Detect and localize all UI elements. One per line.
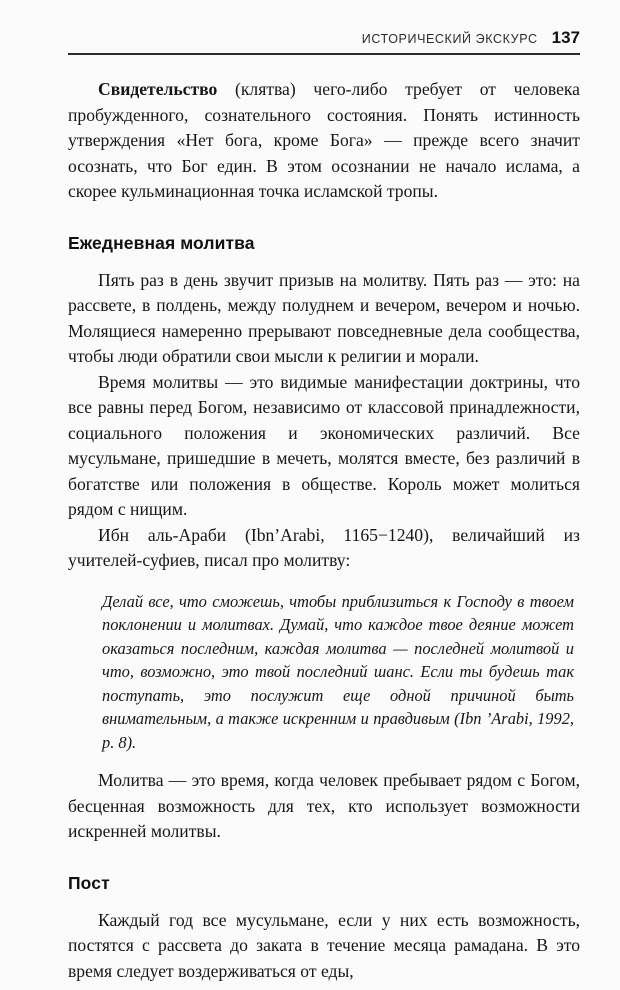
page-number: 137	[551, 28, 580, 47]
paragraph-ramadan: Каждый год все мусульмане, если у них есть возможность, постятся с рассвета до заката в течение месяца рамадана. В это время следует воздерживаться от еды,	[68, 909, 580, 981]
paragraph-lead-word: Свидетельство	[98, 79, 218, 99]
section-heading-fasting: Пост	[68, 872, 110, 893]
paragraph-ibn-arabi-intro: Ибн аль-Араби (Ibn’Arabi, 1165−1240), величайший из учителей-суфиев, писал про молитву:	[68, 524, 580, 570]
page-content	[68, 28, 580, 984]
header-rule	[68, 53, 580, 55]
paragraph-prayer-times: Пять раз в день звучит призыв на молитву. Пять раз — это: на рассвете, в полдень, между полуднем и вечером, вечером и ночью. Молящиеся намеренно прерывают повседневные дела сообщества, чтобы люди обратили свои мысли к религии и морали.	[68, 269, 580, 366]
page-header	[68, 28, 580, 51]
blockquote-text: Делай все, что сможешь, чтобы приблизиться к Господу в твоем поклонении и молитвах. Думай, что каждое твое деяние может оказаться последним, каждая молитва — последней молитвой и что, возможно, это твой последний шанс. Если ты будешь так поступать, это послужит еще одной причиной быть внимательным, а также искренним и правдивым (Ibn ’Arabi, 1992, p. 8).	[102, 591, 574, 752]
blockquote-ibn-arabi	[68, 590, 580, 755]
running-head: ИСТОРИЧЕСКИЙ ЭКСКУРС	[361, 32, 538, 46]
paragraph-equality: Время молитвы — это видимые манифестации доктрины, что все равны перед Богом, независимо от классовой принадлежности, социального положения и экономических различий. Все мусульмане, пришедшие в мечеть, молятся вместе, без различий в богатстве или положения в обществе. Король может молиться рядом с нищим.	[68, 371, 580, 519]
paragraph-testimony	[68, 77, 580, 205]
paragraph-testimony-text: (клятва) чего-либо требует от человека пробужденного, сознательного состояния. Понять истинность утверждения «Нет бога, кроме Бога» — прежде всего значит осознать, что Бог един. В этом осознании не начало ислама, а скорее кульминационная точка исламской тропы.	[68, 79, 580, 201]
paragraph-prayer-closeness: Молитва — это время, когда человек пребывает рядом с Богом, бесценная возможность для тех, кто использует возможности искренней молитвы.	[68, 770, 580, 841]
section-heading-daily-prayer: Ежедневная молитва	[68, 232, 255, 253]
